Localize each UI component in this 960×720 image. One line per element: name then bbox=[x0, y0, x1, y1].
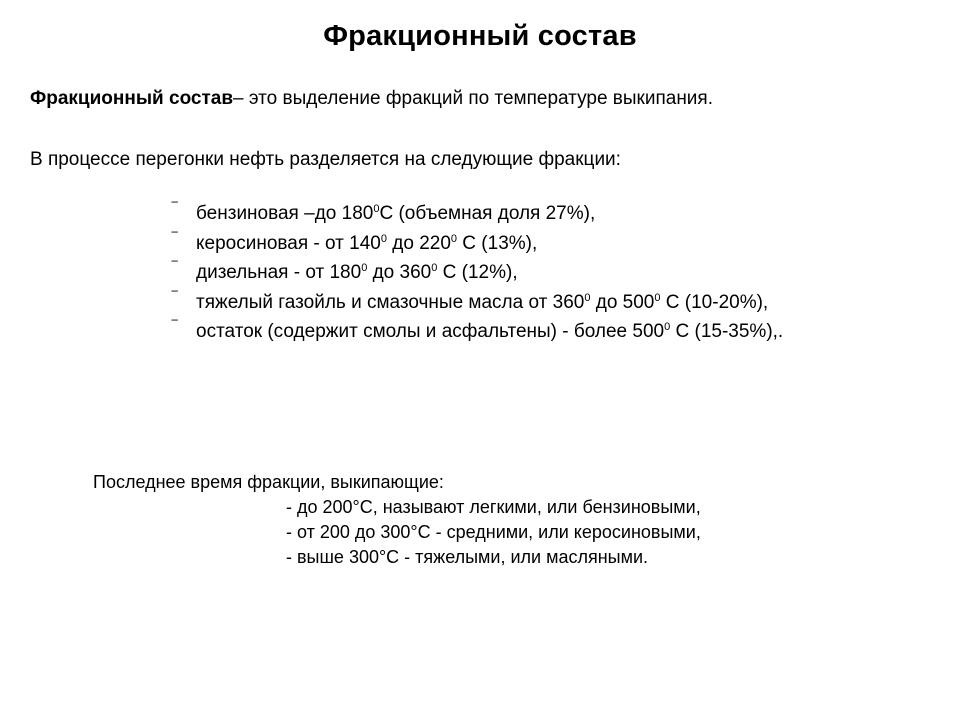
recent-heading: Последнее время фракции, выкипающие: bbox=[93, 472, 444, 492]
fraction-item-gasoline bbox=[172, 203, 783, 233]
dash-bullet-icon: ‾ bbox=[172, 319, 178, 336]
fraction-text: тяжелый газойль и смазочные масла от $360^0$ до $500^0$ С (10-20%), bbox=[196, 291, 769, 313]
fraction-text: бензиновая –до $180^0С$ (объемная доля 27%), bbox=[196, 203, 596, 224]
dash-bullet-icon: ‾ bbox=[172, 230, 178, 248]
dash-bullet-icon: ‾ bbox=[172, 289, 178, 307]
slide-title: Фракционный состав bbox=[323, 20, 637, 52]
fraction-text: остаток (содержит смолы и асфальтены) - более $500^0$ С (15-35%),. bbox=[196, 321, 784, 342]
recent-list bbox=[286, 497, 701, 572]
fraction-text: керосиновая - от $140^0$ до $220^0$ С (13%), bbox=[196, 232, 538, 254]
fractions-list bbox=[172, 203, 783, 351]
definition-term: Фракционный состав bbox=[30, 88, 234, 109]
recent-item-middle: - от 200 до 300°С - средними, или керосиновыми, bbox=[286, 522, 701, 542]
fraction-text: дизельная - от $180^0$ до $360^0$ С (12%), bbox=[196, 262, 518, 283]
fraction-item-heavy-gasoil bbox=[172, 289, 783, 322]
definition-paragraph bbox=[30, 88, 713, 110]
definition-text: – это выделение фракций по температуре выкипания. bbox=[233, 88, 713, 109]
recent-item-light: - до 200°С, называют легкими, или бензиновыми, bbox=[286, 497, 701, 517]
intro-paragraph: В процессе перегонки нефть разделяется на следующие фракции: bbox=[30, 149, 621, 170]
dash-bullet-icon: ‾ bbox=[172, 260, 178, 277]
fraction-item-diesel bbox=[172, 262, 783, 292]
fraction-item-kerosene bbox=[172, 230, 783, 263]
dash-bullet-icon: ‾ bbox=[172, 201, 178, 218]
recent-item-heavy: - выше 300°С - тяжелыми, или масляными. bbox=[286, 547, 649, 567]
fraction-item-residue bbox=[172, 321, 783, 351]
